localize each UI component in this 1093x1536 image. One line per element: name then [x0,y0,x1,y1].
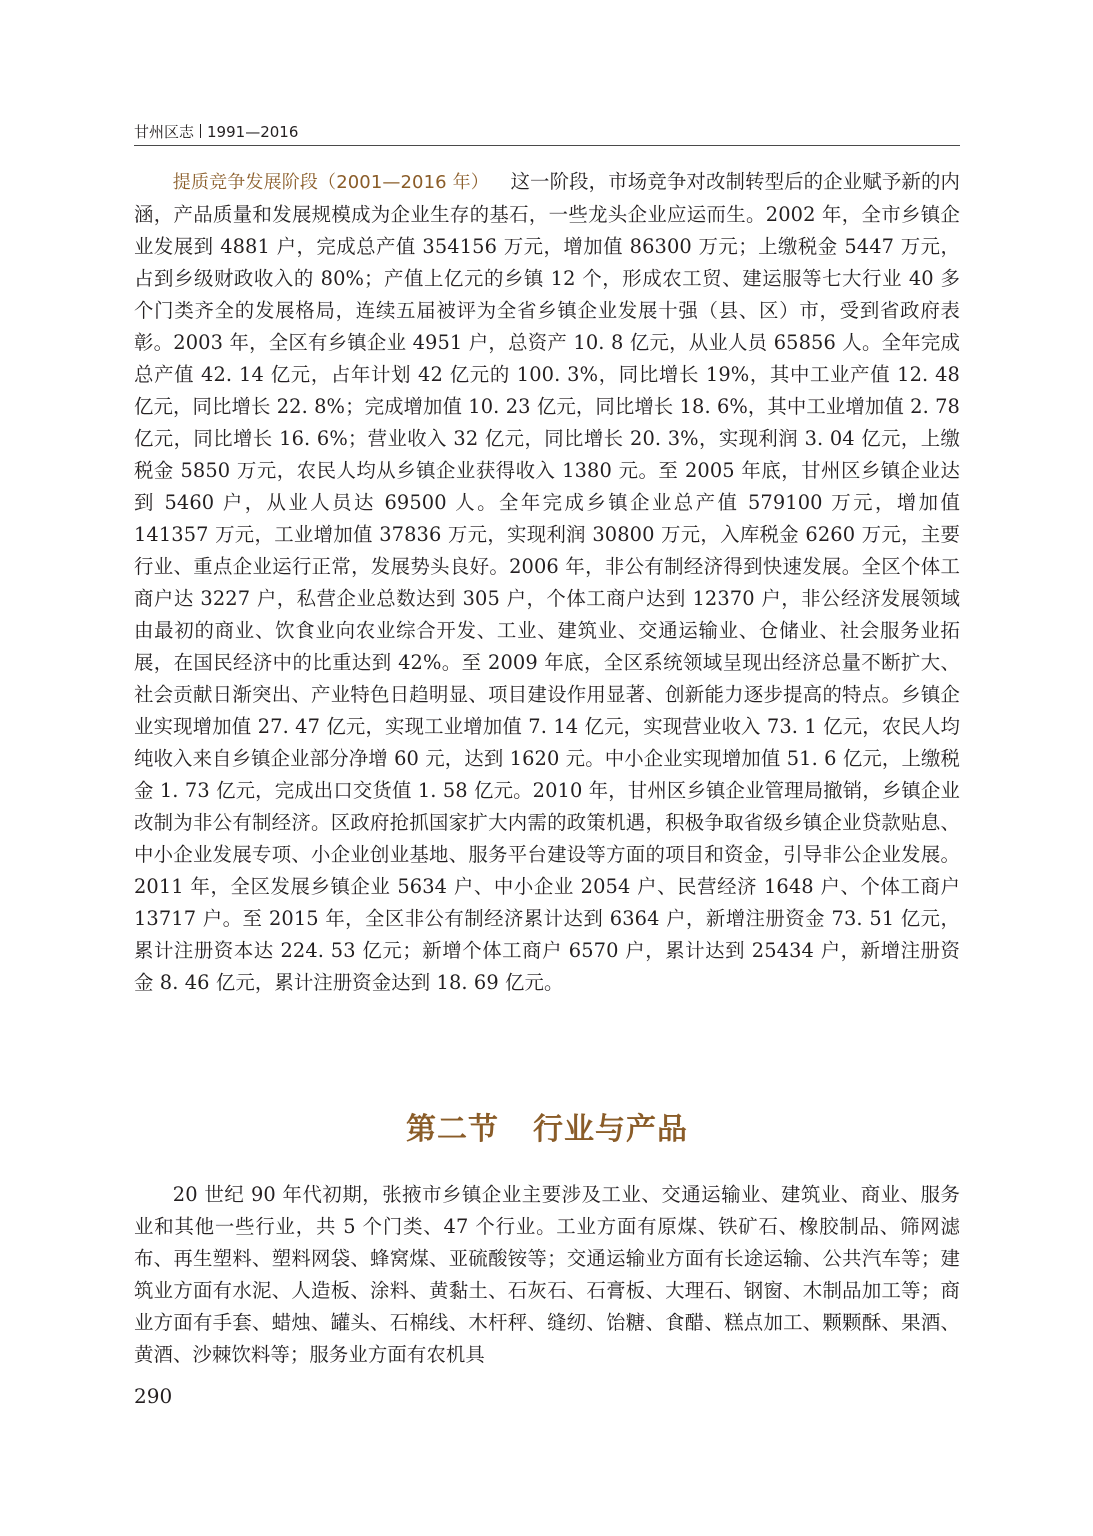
header-separator [200,124,201,138]
section-number: 第二节 [406,1112,499,1147]
paragraph-1-text: 这一阶段，市场竞争对改制转型后的企业赋予新的内涵，产品质量和发展规模成为企业生存的基石，一些龙头企业应运而生。2002 年，全市乡镇企业发展到 4881 户，完成总产值 354156 万元，增加值 86300 万元；上缴税金 5447 万元，占到乡级财政收入的 80%；产值上亿元的乡镇 12 个，形成农工贸、建运服等七大行业 40 多个门类齐全的发展格局，连续五届被评为全省乡镇企业发展十强（县、区）市，受到省政府表彰。2003 年，全区有乡镇企业 4951 户，总资产 10. 8 亿元，从业人员 65856 人。全年完成总产值 42. 14 亿元，占年计划 42 亿元的 100. 3%，同比增长 19%，其中工业产值 12. 48 亿元，同比增长 22. 8%；完成增加值 10. 23 亿元，同比增长 18. 6%，其中工业增加值 2. 78 亿元，同比增长 16. 6%；营业收入 32 亿元，同比增长 20. 3%，实现利润 3. 04 亿元，上缴税金 5850 万元，农民人均从乡镇企业获得收入 1380 元。至 2005 年底，甘州区乡镇企业达到 5460 户，从业人员达 69500 人。全年完成乡镇企业总产值 579100 万元，增加值 141357 万元，工业增加值 37836 万元，实现利润 30800 万元，入库税金 6260 万元，主要行业、重点企业运行正常，发展势头良好。2006 年，非公有制经济得到快速发展。全区个体工商户达 3227 户，私营企业总数达到 305 户，个体工商户达到 12370 户，非公经济发展领域由最初的商业、饮食业向农业综合开发、工业、建筑业、交通运输业、仓储业、社会服务业拓展，在国民经济中的比重达到 42%。至 2009 年底，全区系统领域呈现出经济总量不断扩大、社会贡献日渐突出、产业特色日趋明显、项目建设作用显著、创新能力逐步提高的特点。乡镇企业实现增加值 27. 47 亿元，实现工业增加值 7. 14 亿元，实现营业收入 73. 1 亿元，农民人均纯收入来自乡镇企业部分净增 60 元，达到 1620 元。中小企业实现增加值 51. 6 亿元，上缴税金 1. 73 亿元，完成出口交货值 1. 58 亿元。2010 年，甘州区乡镇企业管理局撤销，乡镇企业改制为非公有制经济。区政府抢抓国家扩大内需的政策机遇，积极争取省级乡镇企业贷款贴息、中小企业发展专项、小企业创业基地、服务平台建设等方面的项目和资金，引导非公企业发展。2011 年，全区发展乡镇企业 5634 户、中小企业 2054 户、民营经济 1648 户、个体工商户 13717 户。至 2015 年，全区非公有制经济累计达到 6364 户，新增注册资金 73. 51 亿元，累计注册资本达 224. 53 亿元；新增个体工商户 6570 户，累计达到 25434 户，新增注册资金 8. 46 亿元，累计注册资金达到 18. 69 亿元。 [134,170,960,994]
paragraph-stage-2001-2016 [134,166,960,999]
section-name: 行业与产品 [533,1112,688,1147]
running-head [134,120,960,144]
stage-heading: 提质竞争发展阶段（2001—2016 年） [172,172,489,193]
header-rule [134,145,960,146]
paragraph-2-text: 20 世纪 90 年代初期，张掖市乡镇企业主要涉及工业、交通运输业、建筑业、商业、服务业和其他一些行业，共 5 个门类、47 个行业。工业方面有原煤、铁矿石、橡胶制品、筛网滤布、再生塑料、塑料网袋、蜂窝煤、亚硫酸铵等；交通运输业方面有长途运输、公共汽车等；建筑业方面有水泥、人造板、涂料、黄黏土、石灰石、石膏板、大理石、钢窗、木制品加工等；商业方面有手套、蜡烛、罐头、石棉线、木杆秤、缝纫、饴糖、食醋、糕点加工、颗颗酥、果酒、黄酒、沙棘饮料等；服务业方面有农机具 [134,1183,960,1366]
paragraph-industries [134,1179,960,1371]
page-number: 290 [134,1384,173,1408]
book-period: 1991—2016 [207,123,299,141]
section-title [134,1108,960,1152]
book-title: 甘州区志 [134,123,195,141]
